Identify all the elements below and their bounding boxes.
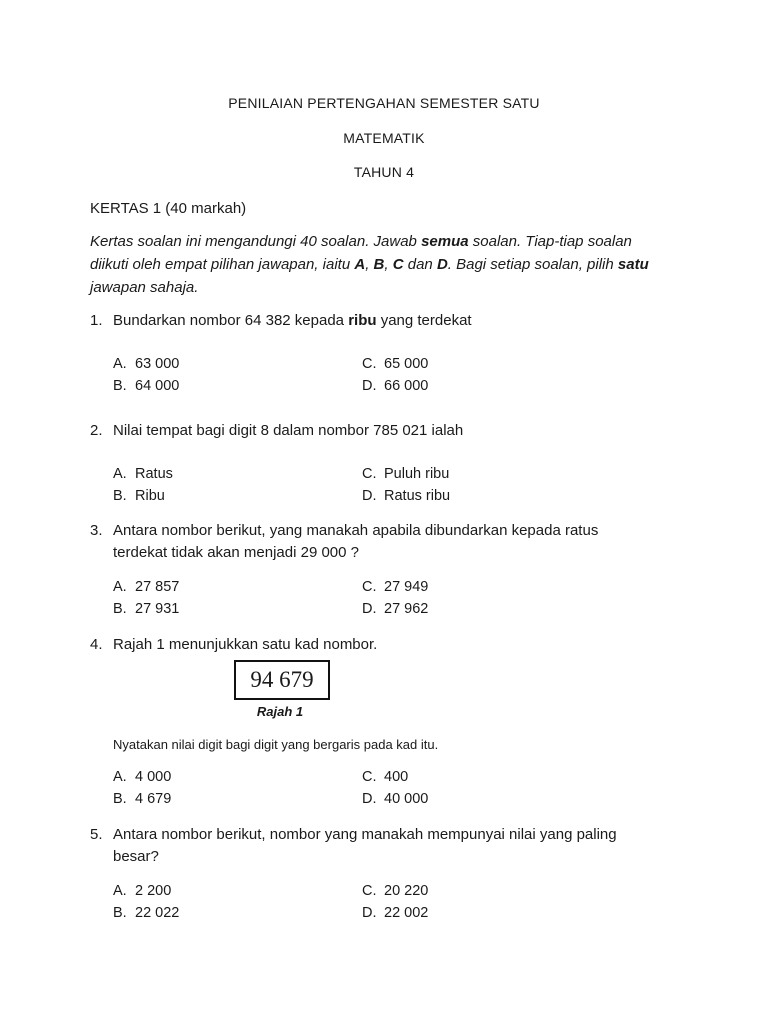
question-4-option-d: D. 40 000 <box>362 791 429 807</box>
year-title: TAHUN 4 <box>353 164 415 180</box>
question-1-option-b: B. 64 000 <box>113 378 180 394</box>
question-number: 2. <box>90 422 103 439</box>
question-2-option-d: D. Ratus ribu <box>362 488 451 504</box>
question-3-option-c: C. 27 949 <box>362 579 429 595</box>
question-1-option-c: C. 65 000 <box>362 356 429 372</box>
question-1-option-a: A. 63 000 <box>113 356 180 372</box>
instructions: Kertas soalan ini mengandungi 40 soalan. Jawab semua soalan. Tiap-tiap soalan diikuti oleh empat pilihan jawapan, iaitu A, B, C dan D. Bagi setiap soalan, pilih satu jawapan sahaja. <box>90 233 649 296</box>
question-4-option-c: C. 400 <box>362 769 409 785</box>
question-3-option-a: A. 27 857 <box>113 579 180 595</box>
question-3-option-d: D. 27 962 <box>362 601 429 617</box>
figure-caption: Rajah 1 <box>256 704 304 719</box>
number-card: 94 679 <box>234 660 330 700</box>
question-5-text-line2: besar? <box>113 848 159 865</box>
question-4-option-a: A. 4 000 <box>113 769 172 785</box>
question-2-option-b: B. Ribu <box>113 488 165 504</box>
question-number: 3. <box>90 522 103 539</box>
question-5-text-line1: Antara nombor berikut, nombor yang manakah mempunyai nilai yang paling <box>113 826 617 843</box>
question-3-option-b: B. 27 931 <box>113 601 180 617</box>
paper-label: KERTAS 1 (40 markah) <box>90 200 247 217</box>
question-4-option-b: B. 4 679 <box>113 791 172 807</box>
subject-title: MATEMATIK <box>343 130 425 146</box>
question-4-text: Rajah 1 menunjukkan satu kad nombor. <box>113 636 378 653</box>
question-2-option-a: A. Ratus <box>113 466 173 482</box>
question-number: 1. <box>90 312 103 329</box>
question-5-option-a: A. 2 200 <box>113 883 172 899</box>
exam-title: PENILAIAN PERTENGAHAN SEMESTER SATU <box>228 95 540 111</box>
question-number: 5. <box>90 826 103 843</box>
question-4-subtext: Nyatakan nilai digit bagi digit yang bergaris pada kad itu. <box>113 737 439 752</box>
question-1-option-d: D. 66 000 <box>362 378 429 394</box>
question-5-option-c: C. 20 220 <box>362 883 429 899</box>
question-5-option-d: D. 22 002 <box>362 905 429 921</box>
question-1-text: Bundarkan nombor 64 382 kepada ribu yang terdekat <box>113 312 472 329</box>
question-number: 4. <box>90 636 103 653</box>
question-2-option-c: C. Puluh ribu <box>362 466 450 482</box>
question-3-text-line1: Antara nombor berikut, yang manakah apabila dibundarkan kepada ratus <box>113 522 599 539</box>
question-2-text: Nilai tempat bagi digit 8 dalam nombor 785 021 ialah <box>113 422 464 439</box>
question-3-text-line2: terdekat tidak akan menjadi 29 000 ? <box>113 544 359 561</box>
question-5-option-b: B. 22 022 <box>113 905 180 921</box>
